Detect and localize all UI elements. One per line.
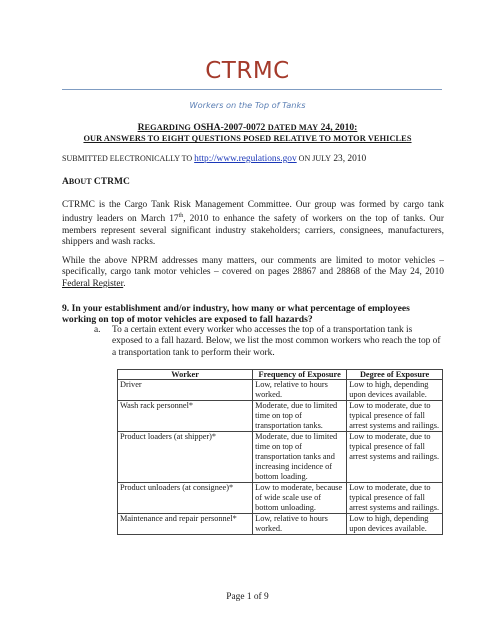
exposure-table <box>117 369 443 535</box>
about-paragraph: CTRMC is the Cargo Tank Risk Management Committee. Our group was formed by cargo tank industry leaders on March 17th, 2010 to enhance the safety of workers on the top of tanks. Our members represent several significant industry stakeholders; carriers, consignees, manufacturers, shippers and wash racks. <box>62 200 444 248</box>
header-worker: Worker <box>118 370 253 380</box>
federal-register-link[interactable]: Federal Register <box>62 278 124 289</box>
table-row <box>118 514 443 535</box>
page-number: Page 1 of 9 <box>226 592 269 602</box>
table-header-row <box>118 370 443 380</box>
header-degree: Degree of Exposure <box>347 370 443 380</box>
document-subtitle: Workers on the Top of Tanks <box>189 100 306 110</box>
cell-worker: Driver <box>118 380 253 401</box>
table-row <box>118 401 443 432</box>
cell-frequency: Moderate, due to limited time on top of transportation tanks and increasing incidence of bottom loading. <box>253 432 347 483</box>
cell-degree: Low to moderate, due to typical presence of fall arrest systems and railings. <box>347 432 443 483</box>
table-row <box>118 483 443 514</box>
cell-degree: Low to high, depending upon devices available. <box>347 380 443 401</box>
question-9: 9. In your establishment and/or industry, how many or what percentage of employees working on top of motor vehicles are exposed to fall hazards? <box>62 303 410 326</box>
cell-frequency: Low, relative to hours worked. <box>253 514 347 535</box>
about-heading: ABOUT CTRMC <box>62 177 130 187</box>
scope-paragraph: While the above NPRM addresses many matters, our comments are limited to motor vehicles – specifically, cargo tank motor vehicles – covered on pages 28867 and 28868 of the May 24, 2010 Federal Register. <box>62 256 444 289</box>
cell-frequency: Low to moderate, because of wide scale use of bottom unloading. <box>253 483 347 514</box>
answer-text: To a certain extent every worker who accesses the top of a transportation tank is exposed to a fall hazard. Below, we list the most common workers who reach the top of a transportation tank to perform their work. <box>112 325 441 358</box>
cell-worker: Product unloaders (at consignee)* <box>118 483 253 514</box>
header-frequency: Frequency of Exposure <box>253 370 347 380</box>
cell-worker: Wash rack personnel* <box>118 401 253 432</box>
table-row <box>118 432 443 483</box>
cell-degree: Low to high, depending upon devices available. <box>347 514 443 535</box>
cell-frequency: Moderate, due to limited time on top of transportation tanks. <box>253 401 347 432</box>
cell-degree: Low to moderate, due to typical presence of fall arrest systems and railings. <box>347 483 443 514</box>
cell-worker: Maintenance and repair personnel* <box>118 514 253 535</box>
regarding-heading <box>0 122 495 144</box>
regarding-line-2: OUR ANSWERS TO EIGHT QUESTIONS POSED RELATIVE TO MOTOR VEHICLES <box>83 134 412 143</box>
regarding-line-1: REGARDING OSHA-2007-0072 DATED MAY 24, 2010: <box>137 122 358 133</box>
title-rule <box>62 89 442 90</box>
cell-worker: Product loaders (at shipper)* <box>118 432 253 483</box>
submitted-line: SUBMITTED ELECTRONICALLY TO http://www.regulations.gov ON JULY 23, 2010 <box>62 154 367 164</box>
answer-marker: a. <box>94 325 101 335</box>
cell-degree: Low to moderate, due to typical presence of fall arrest systems and railings. <box>347 401 443 432</box>
document-title: CTRMC <box>205 58 290 84</box>
regulations-link[interactable]: http://www.regulations.gov <box>194 154 297 164</box>
table-row <box>118 380 443 401</box>
cell-frequency: Low, relative to hours worked. <box>253 380 347 401</box>
